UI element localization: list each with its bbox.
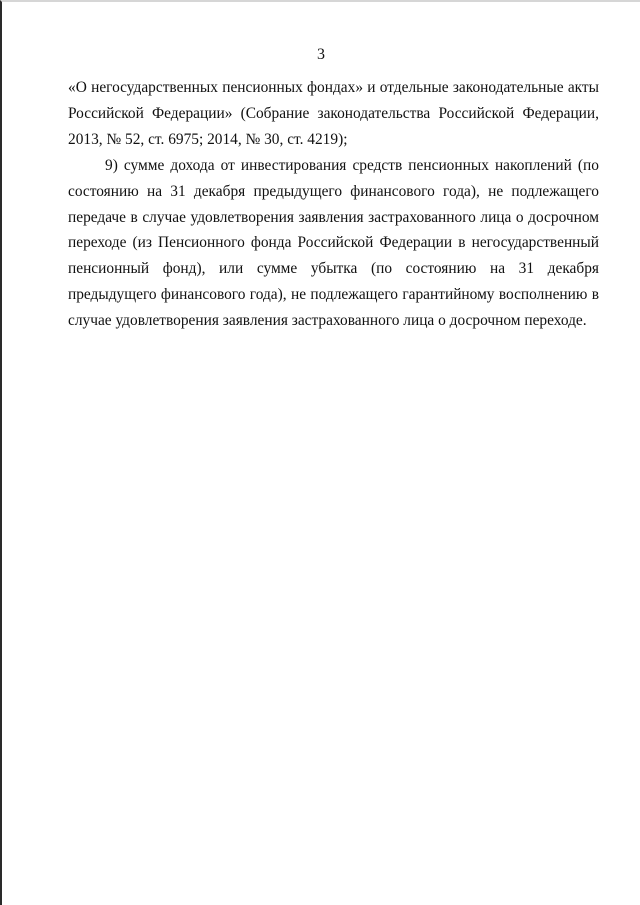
page-number: 3 [317,46,325,63]
paragraph-continuation: «О негосударственных пенсионных фондах» и отдельные законодательные акты Российской Федерации» (Собрание законодательства Российской Федерации, 2013, № 52, ст. 6975; 2014, № 30, ст. 4219); [68,79,599,148]
paragraph-item-9: 9) сумме дохода от инвестирования средств пенсионных накоплений (по состоянию на 31 декабря предыдущего финансового года), не подлежащего передаче в случае удовлетворения заявления застрахованного лица о досрочном переходе (из Пенсионного фонда Российской Федерации в негосударственный пенсионный фонд), или сумме убытка (по состоянию на 31 декабря предыдущего финансового года), не подлежащего гарантийному восполнению в случае удовлетворения заявления застрахованного лица о досрочном переходе. [68,156,599,330]
body-text [68,75,599,334]
